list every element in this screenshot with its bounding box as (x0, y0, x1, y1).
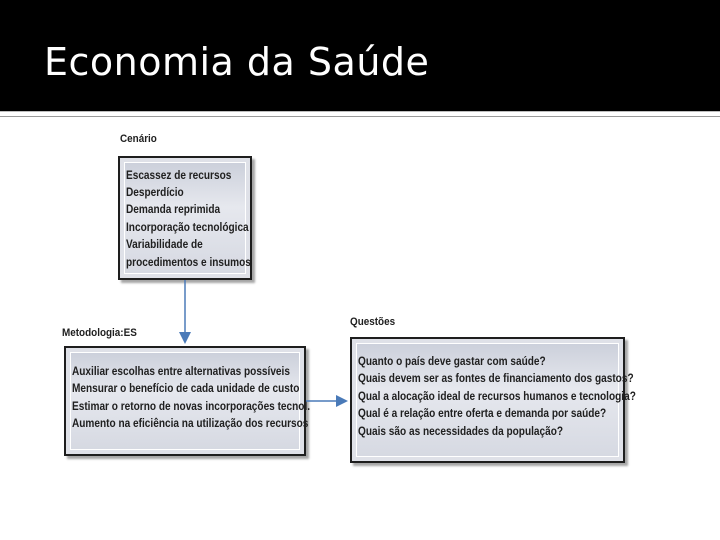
questoes-item: Quanto o país deve gastar com saúde? (358, 354, 546, 368)
cenario-item: Demanda reprimida (126, 202, 221, 216)
cenario-label: Cenário (120, 133, 157, 145)
metodologia-item: Auxiliar escolhas entre alternativas possíveis (72, 364, 290, 378)
cenario-item: procedimentos e insumos (126, 255, 251, 269)
cenario-item: Variabilidade de (126, 237, 203, 251)
questoes-label: Questões (350, 316, 396, 328)
metodologia-label: Metodologia:ES (62, 327, 137, 339)
slide-title: Economia da Saúde (44, 40, 430, 84)
questoes-item: Qual é a relação entre oferta e demanda por saúde? (358, 406, 607, 420)
metodologia-item: Mensurar o benefício de cada unidade de custo (72, 381, 300, 395)
questoes-item: Quais devem ser as fontes de financiamento dos gastos? (358, 371, 634, 385)
cenario-item: Escassez de recursos (126, 168, 232, 182)
metodologia-item: Estimar o retorno de novas incorporações tecnol. (72, 399, 311, 413)
metodologia-item: Aumento na eficiência na utilização dos recursos (72, 416, 309, 430)
cenario-item: Incorporação tecnológica (126, 220, 249, 234)
questoes-item: Qual a alocação ideal de recursos humanos e tecnologia? (358, 389, 636, 403)
cenario-item: Desperdício (126, 185, 184, 199)
questoes-item: Quais são as necessidades da população? (358, 424, 564, 438)
